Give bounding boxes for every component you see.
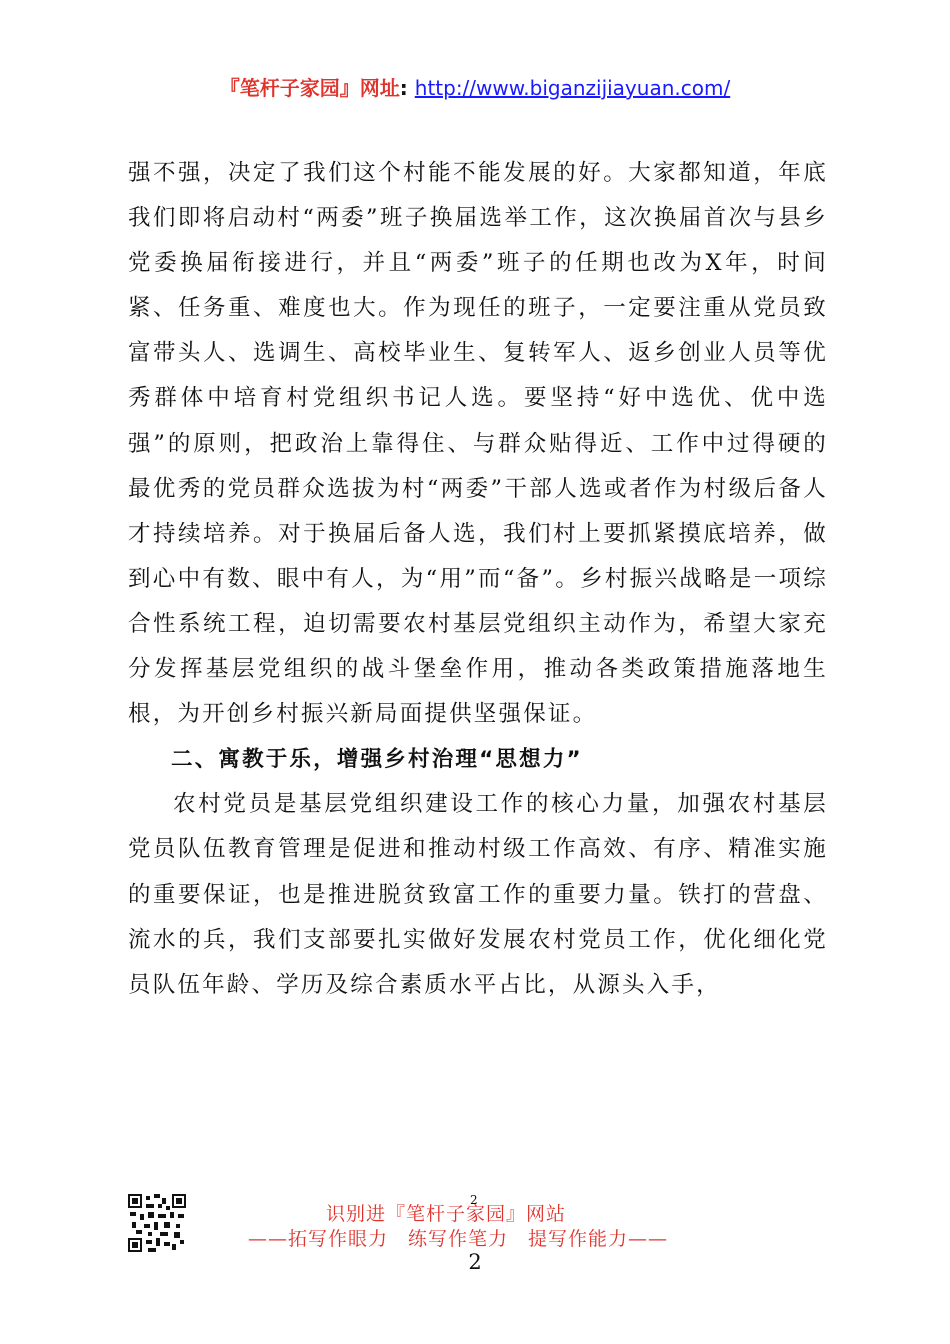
paragraph: 农村党员是基层党组织建设工作的核心力量，加强农村基层党员队伍教育管理是促进和推动村级工作高效、有序、精准实施的重要保证，也是推进脱贫致富工作的重要力量。铁打的营盘、流水的兵，我们支部要扎实做好发展农村党员工作，优化细化党员队伍年龄、学历及综合素质水平占比，从源头入手，: [128, 791, 828, 998]
footer-slogan-top: 识别进『笔杆子家园』网站: [326, 1203, 567, 1225]
section-heading: 二、寓教于乐，增强乡村治理“思想力”: [171, 747, 583, 773]
site-header: [0, 72, 950, 101]
site-name: 『笔杆子家园』网址: [219, 76, 400, 100]
qr-code-icon: [128, 1194, 186, 1252]
site-url-link[interactable]: http://www.biganzijiayuan.com/: [414, 76, 731, 100]
header-colon: :: [399, 76, 408, 100]
paragraph-continued: 强不强，决定了我们这个村能不能发展的好。大家都知道，年底我们即将启动村“两委”班子换届选举工作，这次换届首次与县乡党委换届衔接进行，并且“两委”班子的任期也改为X年，时间紧、任务重、难度也大。作为现任的班子，一定要注重从党员致富带头人、选调生、高校毕业生、复转军人、返乡创业人员等优秀群体中培育村党组织书记人选。要坚持“好中选优、优中选强”的原则，把政治上靠得住、与群众贴得近、工作中过得硬的最优秀的党员群众选拔为村“两委”干部人选或者作为村级后备人才持续培养。对于换届后备人选，我们村上要抓紧摸底培养，做到心中有数、眼中有人，为“用”而“备”。乡村振兴战略是一项综合性系统工程，迫切需要农村基层党组织主动作为，希望大家充分发挥基层党组织的战斗堡垒作用，推动各类政策措施落地生根，为开创乡村振兴新局面提供坚强保证。: [128, 160, 828, 728]
page-number: 2: [468, 1250, 482, 1274]
footer-page-marker: 2: [470, 1193, 478, 1207]
footer-slogan-bottom: ——拓写作眼力 练写作笔力 提写作能力——: [248, 1228, 669, 1250]
document-body: [128, 151, 828, 1008]
